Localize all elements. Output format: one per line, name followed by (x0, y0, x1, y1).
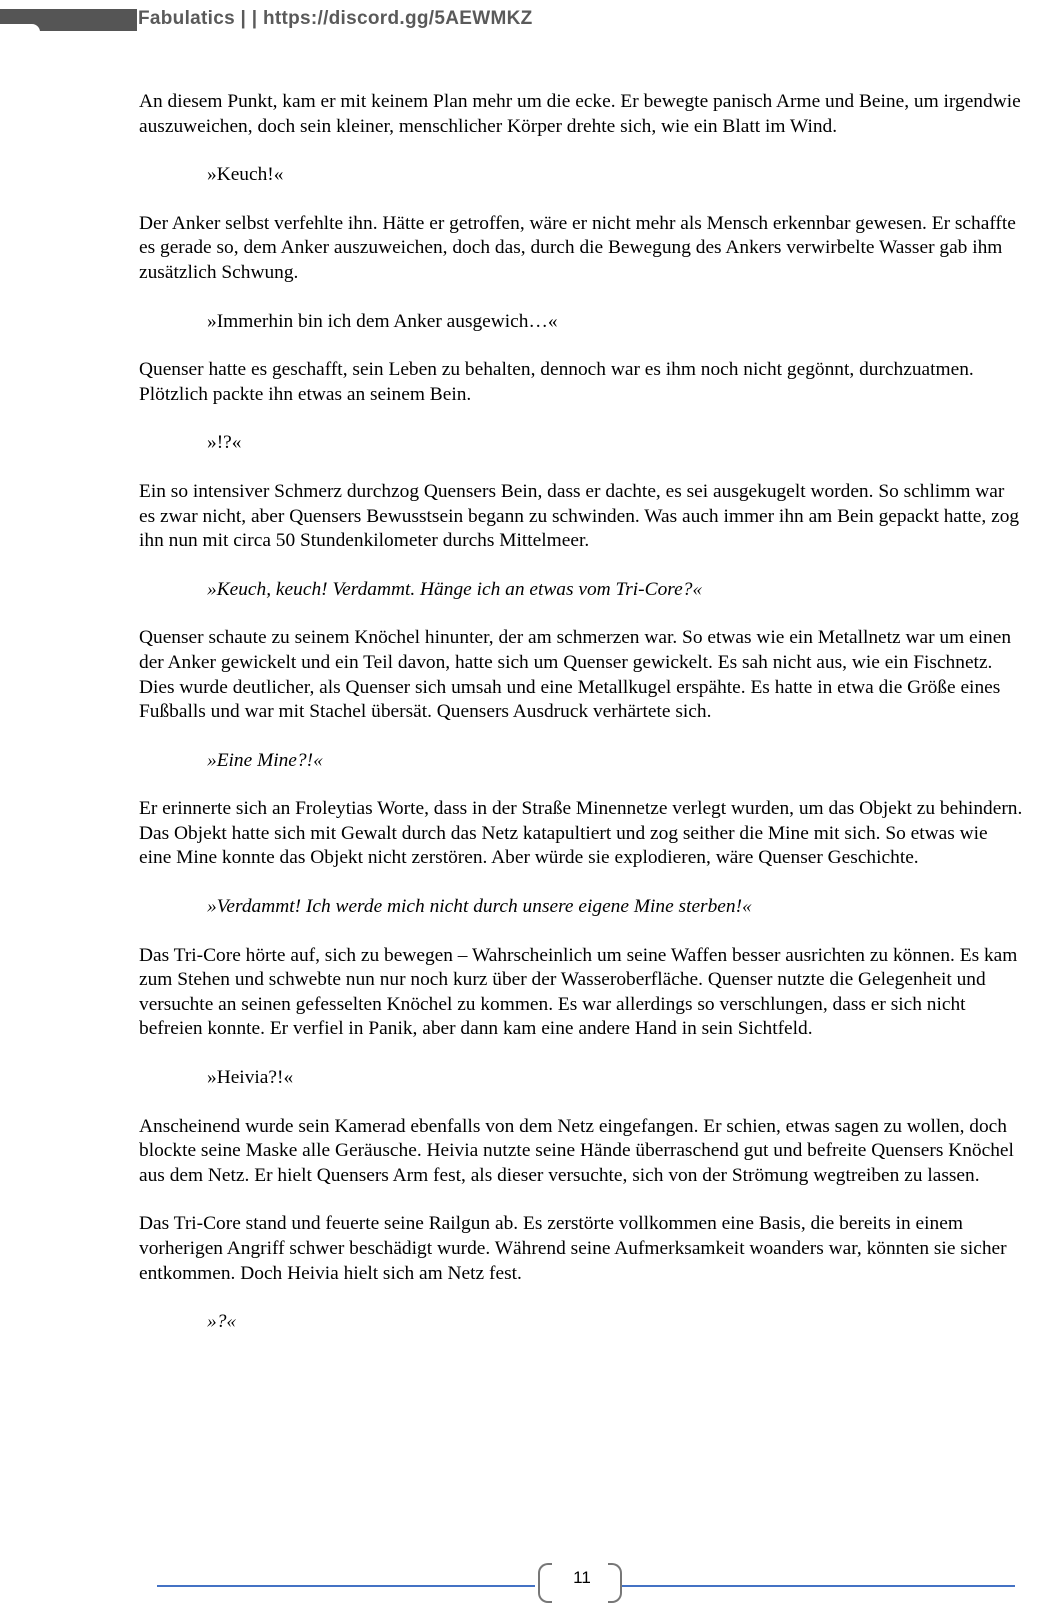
page-number: 11 (573, 1568, 591, 1587)
document-body (139, 90, 1024, 1359)
thought-1: »Keuch, keuch! Verdammt. Hänge ich an etwas vom Tri-Core?« (207, 578, 703, 600)
dialogue-2: »Immerhin bin ich dem Anker ausgewich…« (207, 310, 558, 332)
thought-3: »Verdammt! Ich werde mich nicht durch unsere eigene Mine sterben!« (207, 896, 752, 918)
header-decoration-notch (0, 24, 40, 32)
page-header: Fabulatics | | https://discord.gg/5AEWMKZ (138, 8, 533, 29)
footer-rule-right (622, 1585, 1015, 1587)
footer-rule-left (157, 1585, 535, 1587)
dialogue-3: »!?« (207, 432, 242, 454)
footer-bracket-right (608, 1563, 622, 1603)
paragraph-8: Anscheinend wurde sein Kamerad ebenfalls von dem Netz eingefangen. Er schien, etwas sagen zu wollen, doch blockte seine Maske alle Geräusche. Heivia nutzte seine Hände überraschend gut und befreite Quensers Knöchel aus dem Netz. Er hielt Quensers Arm fest, als dieser versuchte, sich von der Strömung wegtreiben zu lassen. (139, 1115, 1014, 1186)
paragraph-6: Er erinnerte sich an Froleytias Worte, dass in der Straße Minennetze verlegt wurden, um das Objekt zu behindern. Das Objekt hatte sich mit Gewalt durch das Netz katapultiert und zog seither die Mine mit sich. So etwas wie eine Mine konnte das Objekt nicht zerstören. Aber würde sie explodieren, wäre Quenser Geschichte. (139, 798, 1023, 869)
paragraph-1: An diesem Punkt, kam er mit keinem Plan mehr um die ecke. Er bewegte panisch Arme und Beine, um irgendwie auszuweichen, doch sein kleiner, menschlicher Körper drehte sich, wie ein Blatt im Wind. (139, 91, 1021, 137)
dialogue-1: »Keuch!« (207, 164, 284, 186)
paragraph-3: Quenser hatte es geschafft, sein Leben zu behalten, dennoch war es ihm noch nicht gegönnt, durchzuatmen. Plötzlich packte ihn etwas an seinem Bein. (139, 359, 974, 405)
paragraph-5: Quenser schaute zu seinem Knöchel hinunter, der am schmerzen war. So etwas wie ein Metallnetz war um einen der Anker gewickelt und ein Teil davon, hatte sich um Quenser gewickelt. Es sah nicht aus, wie ein Fischnetz. Dies wurde deutlicher, als Quenser sich umsah und eine Metallkugel erspähte. Es hatte in etwa die Größe eines Fußballs und war mit Stachel übersät. Quensers Ausdruck verhärtete sich. (139, 627, 1012, 723)
footer-bracket-left (538, 1563, 552, 1603)
paragraph-2: Der Anker selbst verfehlte ihn. Hätte er getroffen, wäre er nicht mehr als Mensch erkennbar gewesen. Er schaffte es gerade so, dem Anker auszuweichen, doch das, durch die Bewegung des Ankers verwirbelte Wasser gab ihm zusätzlich Schwung. (139, 212, 1016, 283)
thought-4: »?« (207, 1311, 237, 1333)
paragraph-9: Das Tri-Core stand und feuerte seine Railgun ab. Es zerstörte vollkommen eine Basis, die bereits in einem vorherigen Angriff schwer beschädigt wurde. Während seine Aufmerksamkeit woanders war, könnten sie sicher entkommen. Doch Heivia hielt sich am Netz fest. (139, 1213, 1007, 1284)
paragraph-7: Das Tri-Core hörte auf, sich zu bewegen – Wahrscheinlich um seine Waffen besser ausrichten zu können. Es kam zum Stehen und schwebte nun nur noch kurz über der Wasseroberfläche. Quenser nutzte die Gelegenheit und versuchte an seinen gefesselten Knöchel zu kommen. Es war allerdings so verschlungen, dass er sich nicht befreien konnte. Er verfiel in Panik, aber dann kam eine andere Hand in sein Sichtfeld. (139, 944, 1018, 1040)
dialogue-4: »Heivia?!« (207, 1067, 294, 1089)
paragraph-4: Ein so intensiver Schmerz durchzog Quensers Bein, dass er dachte, es sei ausgekugelt worden. So schlimm war es zwar nicht, aber Quensers Bewusstsein begann zu schwinden. Was auch immer ihn am Bein gepackt hatte, zog ihn nun mit circa 50 Stundenkilometer durchs Mittelmeer. (139, 480, 1020, 552)
thought-2: »Eine Mine?!« (207, 749, 323, 771)
